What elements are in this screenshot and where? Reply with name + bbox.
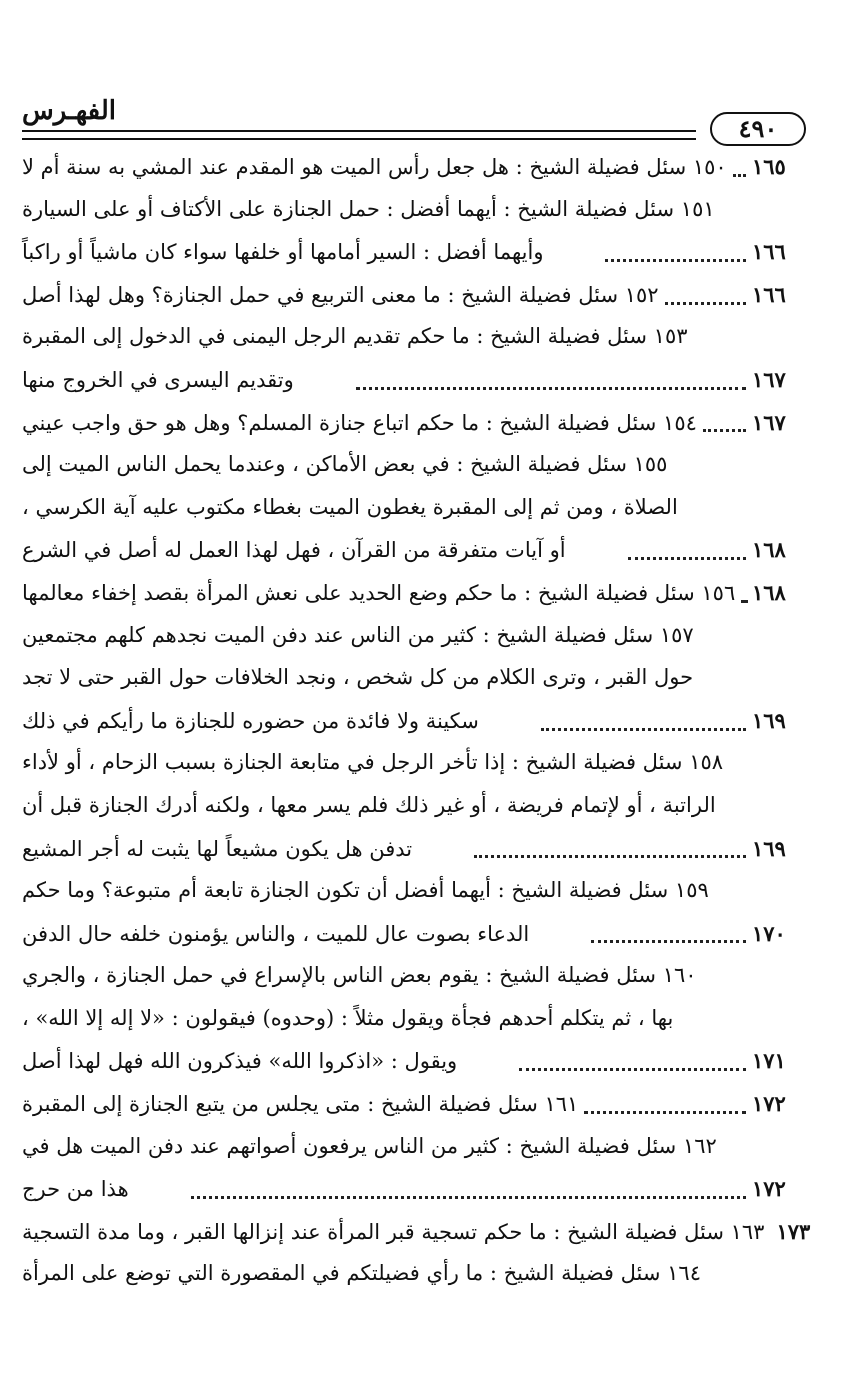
index-page-ref: ١٧٢ [752,1176,786,1202]
index-line-text: ١٦٣ سئل فضيلة الشيخ : ما حكم تسجية قبر المرأة عند إنزالها القبر ، وما مدة التسجية [22,1219,765,1244]
index-line-text: ١٦٤ سئل فضيلة الشيخ : ما رأي فضيلتكم في المقصورة التي توضع على المرأة [22,1261,701,1286]
index-line [22,1091,798,1134]
index-line-text: ١٦١ سئل فضيلة الشيخ : متى يجلس من يتبع الجنازة إلى المقبرة [22,1092,579,1117]
leader-dots [741,600,746,603]
index-entries [22,154,811,1304]
index-line [22,750,798,793]
page-number-badge: ٤٩٠ [710,112,806,146]
page-header [22,96,846,152]
index-line [22,1006,798,1049]
index-page-ref: ١٧٣ [776,1218,811,1244]
index-line [22,324,798,367]
index-line-text: سكينة ولا فائدة من حضوره للجنازة ما رأيكم في ذلك [22,708,479,733]
index-page-ref: ١٧٠ [752,920,786,946]
index-line-text: تدفن هل يكون مشيعاً لها يثبت له أجر المشيع [22,836,413,861]
index-line [22,793,798,836]
index-line [22,921,798,964]
index-line-text: ويقول : «اذكروا الله» فيذكرون الله فهل لهذا أصل [22,1049,458,1074]
index-page-ref: ١٦٨ [752,579,786,605]
leader-dots [519,1068,746,1071]
index-line-text: هذا من حرج [22,1177,129,1202]
index-line [22,1048,798,1091]
leader-dots [703,429,746,432]
index-line [22,623,798,666]
index-page-ref: ١٧٢ [752,1091,786,1117]
leader-dots [733,174,746,177]
index-line-text: الصلاة ، ومن ثم إلى المقبرة يغطون الميت بغطاء مكتوب عليه آية الكرسي ، [22,494,678,519]
leader-dots [628,557,746,560]
index-line-text: الدعاء بصوت عال للميت ، والناس يؤمنون خلفه حال الدفن [22,921,530,946]
leader-dots [541,728,746,731]
index-page-ref: ١٦٦ [752,239,786,265]
index-line [22,1134,798,1177]
index-line [22,537,798,580]
index-line-text: بها ، ثم يتكلم أحدهم فجأة ويقول مثلاً : (وحدوه) فيقولون : «لا إله إلا الله» ، [22,1005,674,1030]
leader-dots [584,1111,746,1114]
leader-dots [605,259,746,262]
header-rule [22,130,696,140]
index-page-ref: ١٦٨ [752,537,786,563]
index-line-text: ١٦٠ سئل فضيلة الشيخ : يقوم بعض الناس بالإسراع في حمل الجنازة ، والجري [22,963,697,988]
index-line [22,154,798,197]
index-line [22,452,798,495]
index-line-text: ١٥٦ سئل فضيلة الشيخ : ما حكم وضع الحديد على نعش المرأة بقصد إخفاء معالمها [22,580,736,605]
index-line [22,836,798,879]
index-line-text: ١٥٣ سئل فضيلة الشيخ : ما حكم تقديم الرجل اليمنى في الدخول إلى المقبرة [22,324,688,349]
index-line-text: ١٥٠ سئل فضيلة الشيخ : هل جعل رأس الميت هو المقدم عند المشي به سنة أم لا [22,155,727,179]
index-line-text: حول القبر ، وترى الكلام من كل شخص ، ونجد الخلافات حول القبر حتى لا تجد [22,665,694,690]
index-page-ref: ١٦٧ [752,366,786,392]
index-page-ref: ١٧١ [752,1048,786,1074]
index-line [22,1176,798,1219]
index-line [22,197,798,240]
index-line-text: وأيهما أفضل : السير أمامها أو خلفها سواء كان ماشياً أو راكباً [22,240,544,265]
index-page-ref: ١٦٧ [752,409,786,435]
index-line [22,665,798,708]
index-page-ref: ١٦٩ [752,707,786,733]
index-line [22,410,798,453]
leader-dots [356,387,746,390]
index-line [22,878,798,921]
index-line-text: ١٥٥ سئل فضيلة الشيخ : في بعض الأماكن ، وعندما يحمل الناس الميت إلى [22,452,668,477]
index-line [22,1218,811,1262]
index-line-text: أو آيات متفرقة من القرآن ، فهل لهذا العمل له أصل في الشرع [22,538,566,563]
index-line-text: الراتبة ، أو لإتمام فريضة ، أو غير ذلك فلم يسر معها ، ولكنه أدرك الجنازة قبل أن [22,792,716,817]
index-line [22,495,798,538]
index-line-text: ١٥٧ سئل فضيلة الشيخ : كثير من الناس عند دفن الميت نجدهم كلهم مجتمعين [22,622,694,647]
index-page-ref: ١٦٥ [752,154,786,179]
index-line-text: ١٥٤ سئل فضيلة الشيخ : ما حكم اتباع جنازة المسلم؟ وهل هو حق واجب عيني [22,410,697,435]
index-line [22,708,798,751]
index-line-text: ١٥٨ سئل فضيلة الشيخ : إذا تأخر الرجل في متابعة الجنازة بسبب الزحام ، أو لأداء [22,750,724,775]
index-page-ref: ١٦٦ [752,281,786,307]
leader-dots [191,1196,746,1199]
leader-dots [474,855,746,858]
index-line [22,1261,798,1304]
index-line-text: وتقديم اليسرى في الخروج منها [22,367,294,392]
index-title: الفهـرس [22,96,116,126]
index-line [22,580,798,623]
index-line [22,239,798,282]
index-line [22,367,798,410]
leader-dots [591,940,746,943]
index-line-text: ١٥٢ سئل فضيلة الشيخ : ما معنى التربيع في حمل الجنازة؟ وهل لهذا أصل [22,282,659,307]
index-line-text: ١٦٢ سئل فضيلة الشيخ : كثير من الناس يرفعون أصواتهم عند دفن الميت هل في [22,1133,717,1158]
index-line-text: ١٥٩ سئل فضيلة الشيخ : أيهما أفضل أن تكون الجنازة تابعة أم متبوعة؟ وما حكم [22,878,709,903]
index-line [22,963,798,1006]
index-line-text: ١٥١ سئل فضيلة الشيخ : أيهما أفضل : حمل الجنازة على الأكتاف أو على السيارة [22,196,715,221]
leader-dots [665,302,746,305]
index-line [22,282,798,325]
index-page-ref: ١٦٩ [752,835,786,861]
